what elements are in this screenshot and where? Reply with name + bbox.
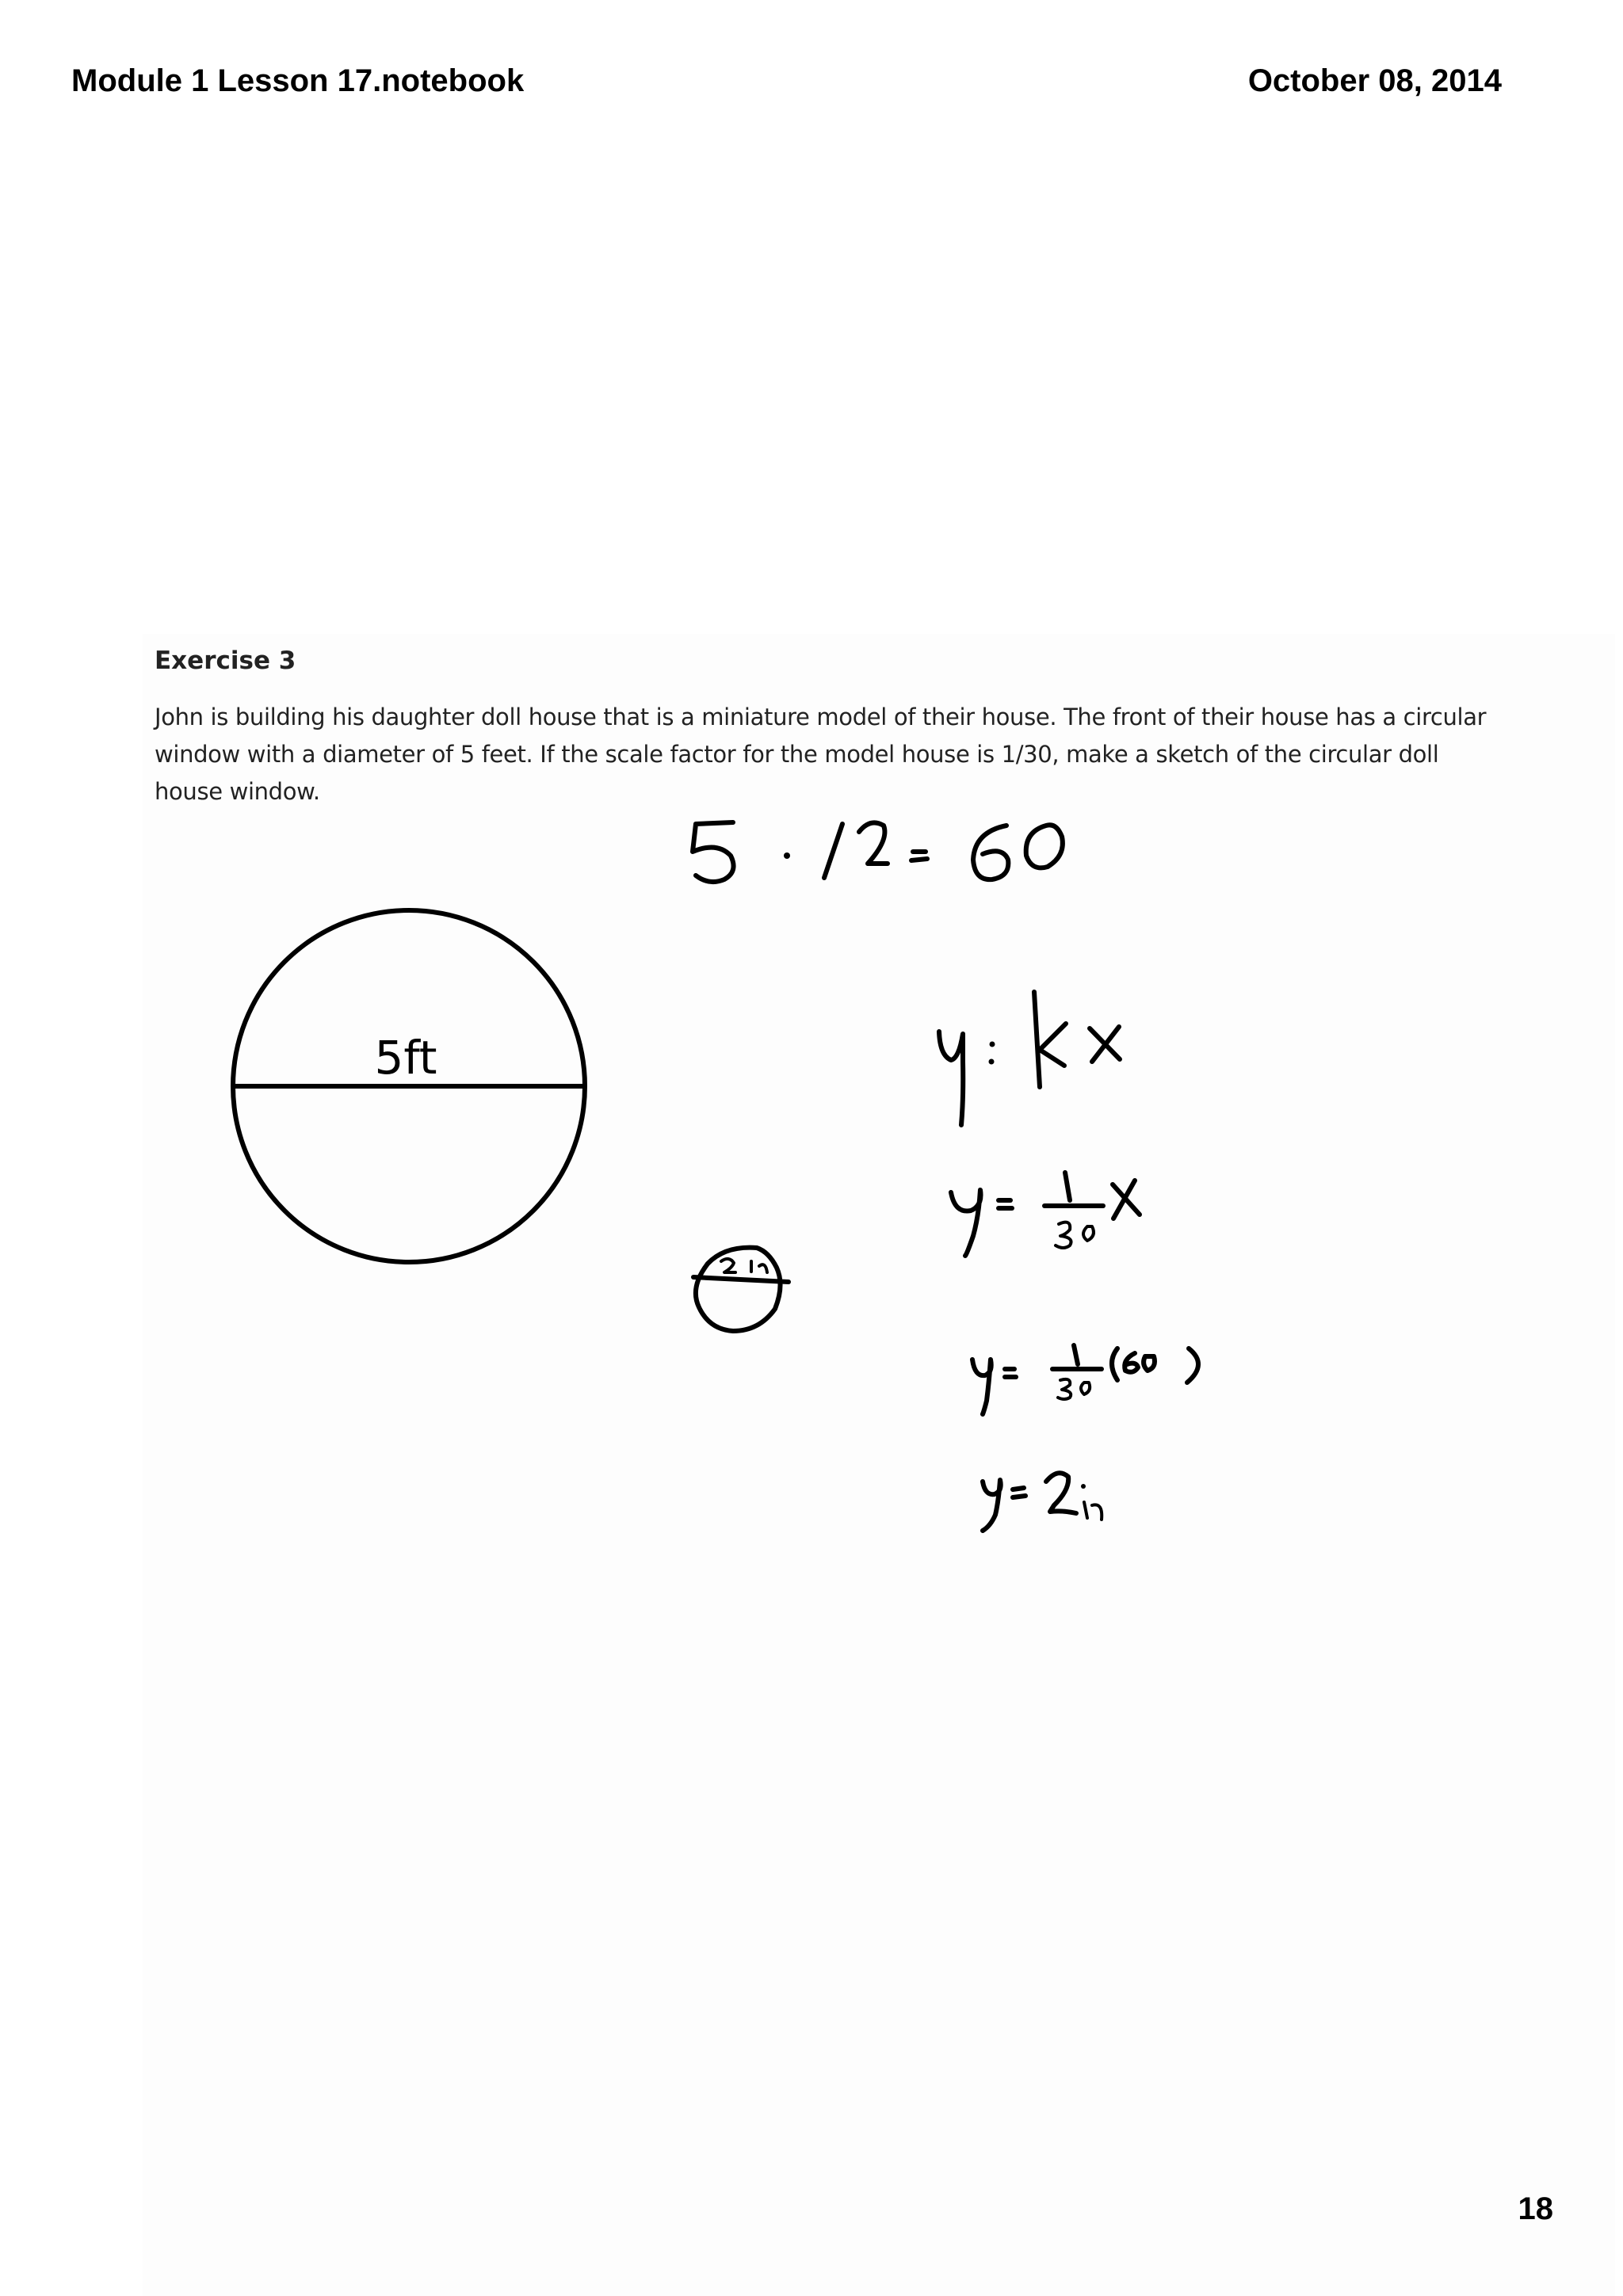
diameter-label: 5ft xyxy=(374,1031,437,1085)
doll-window-sketch xyxy=(693,1248,789,1331)
page-date: October 08, 2014 xyxy=(1247,63,1502,98)
window-figure xyxy=(233,910,585,1262)
handwritten-line-5 xyxy=(983,1473,1102,1531)
handwritten-line-3 xyxy=(951,1173,1140,1256)
handwritten-line-4 xyxy=(972,1345,1198,1414)
handwritten-line-2 xyxy=(939,992,1120,1125)
page-number: 18 xyxy=(1518,2191,1553,2226)
handwritten-line-1 xyxy=(693,822,1063,882)
exercise-heading: Exercise 3 xyxy=(155,646,296,675)
notebook-title: Module 1 Lesson 17.notebook xyxy=(71,63,525,98)
exercise-problem-text: John is building his daughter doll house that is a miniature model of their house. The front of their house has a circular window with a diameter of 5 feet. If the scale factor for the model house is 1/30, make a sketch of the circular doll house window. xyxy=(155,704,1487,805)
